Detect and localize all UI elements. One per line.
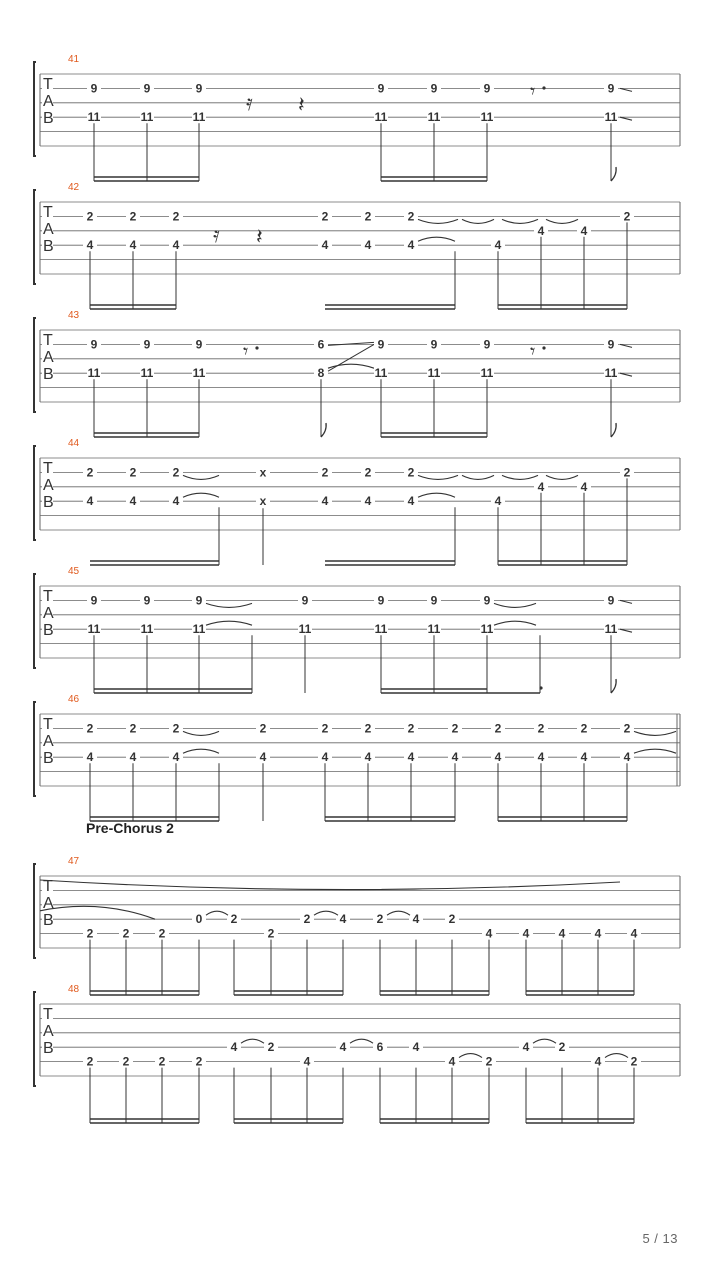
fret-number: 4 [451,750,459,765]
fret-number: 2 [172,209,180,224]
rest-quarter: 𝄽 [298,93,305,118]
measure-number: 41 [68,54,80,65]
tie-arc [183,749,219,753]
tie-arc [418,493,455,497]
fret-number: 4 [494,750,502,765]
fret-number: 4 [339,912,347,927]
system-bracket [34,574,36,668]
fret-number: 11 [298,622,312,637]
fret-number: 2 [86,209,94,224]
fret-number: 4 [86,494,94,509]
fret-number: 2 [407,721,415,736]
slide-mark [620,373,632,376]
section-label-pre-chorus-2: Pre-Chorus 2 [86,820,174,836]
fret-number: 2 [259,721,267,736]
tie-arc [206,621,252,625]
system-bracket [34,446,36,540]
rest-quarter: 𝄽 [256,225,263,250]
fret-number: 9 [483,593,491,608]
rest-16th: 𝄿 [213,223,220,248]
fret-number: 11 [87,366,101,381]
tab-clef-letter: A [43,477,54,494]
rest-dotted-8th: 𝄾 [530,339,536,363]
fret-number: 4 [172,494,180,509]
note-flag [611,167,616,181]
tie-arc [502,219,538,223]
fret-number: 2 [321,209,329,224]
tie-arc [206,603,252,607]
fret-number: 4 [494,494,502,509]
fret-number: 6 [376,1040,384,1055]
fret-number: 11 [374,110,388,125]
fret-number: 4 [580,750,588,765]
fret-number: 2 [623,209,631,224]
fret-number: 2 [303,912,311,927]
fret-number: 9 [143,593,151,608]
tab-clef-letter: T [43,332,53,349]
fret-number: 2 [376,912,384,927]
fret-number: 11 [604,110,618,125]
fret-number: 11 [140,366,154,381]
tie-arc [183,731,219,735]
tie-arc [314,911,338,915]
tie-arc [241,1039,264,1043]
measure-number: 44 [68,438,80,449]
fret-number: 4 [364,238,372,253]
fret-number: 11 [427,622,441,637]
tab-clef-letter: B [43,238,54,255]
fret-number: 4 [580,223,588,238]
fret-number: 2 [129,465,137,480]
note-flag [611,679,616,693]
page-number: 5 / 13 [642,1231,678,1246]
tab-clef-letter: T [43,1006,53,1023]
fret-number: 2 [321,465,329,480]
fret-number: 2 [623,465,631,480]
fret-number: 2 [364,465,372,480]
fret-number: 2 [580,721,588,736]
fret-number: 4 [407,238,415,253]
fret-number: 2 [129,209,137,224]
tab-clef-letter: B [43,1040,54,1057]
tab-clef-letter: T [43,460,53,477]
fret-number: 2 [267,926,275,941]
slide-mark [620,117,632,120]
long-tie [40,880,620,890]
fret-number: 2 [122,1054,130,1069]
fret-number: 4 [630,926,638,941]
fret-number: 4 [172,750,180,765]
fret-number: 11 [427,110,441,125]
fret-number: 9 [90,593,98,608]
fret-number: 2 [623,721,631,736]
tab-clef-letter: B [43,494,54,511]
fret-number: 11 [192,622,206,637]
system-bracket [34,702,36,796]
tie-arc [634,749,676,753]
system-bracket [34,62,36,156]
measure-number: 46 [68,694,80,705]
fret-number: 2 [122,926,130,941]
fret-number: 4 [407,750,415,765]
tie-arc [546,475,578,479]
tie-arc [546,219,578,223]
tab-clef-letter: T [43,716,53,733]
fret-number: 2 [558,1040,566,1055]
measure-number: 45 [68,566,80,577]
tab-clef-letter: B [43,750,54,767]
fret-number: 9 [377,593,385,608]
fret-number: 4 [321,750,329,765]
fret-number: 4 [86,750,94,765]
fret-number: 9 [195,81,203,96]
system-bracket [34,864,36,958]
fret-number: 2 [86,926,94,941]
fret-number: 4 [494,238,502,253]
fret-number: 4 [412,912,420,927]
fret-number: 4 [623,750,631,765]
fret-number: 4 [364,494,372,509]
fret-number: 4 [580,479,588,494]
tab-clef-letter: B [43,622,54,639]
fret-number: 2 [129,721,137,736]
fret-number: 11 [374,366,388,381]
fret-number: 9 [607,593,615,608]
tie-arc [605,1054,628,1058]
fret-number: 2 [158,1054,166,1069]
fret-number: 4 [321,238,329,253]
fret-number: 11 [480,622,494,637]
rest-dot [255,346,258,349]
fret-number: 4 [594,1054,602,1069]
fret-number: 4 [485,926,493,941]
tie-arc [462,475,494,479]
fret-number: 4 [537,479,545,494]
fret-number: 9 [430,337,438,352]
tab-clef-letter: B [43,110,54,127]
fret-number: x [259,494,267,509]
fret-number: 9 [377,81,385,96]
note-flag [611,423,616,437]
fret-number: 11 [604,622,618,637]
fret-number: 9 [607,81,615,96]
fret-number: 2 [364,209,372,224]
fret-number: 4 [321,494,329,509]
fret-number: 2 [195,1054,203,1069]
fret-number: 9 [195,593,203,608]
fret-number: 2 [86,1054,94,1069]
rest-dotted-8th: 𝄾 [530,79,536,103]
tie-arc [462,219,494,223]
tab-clef-letter: T [43,878,53,895]
fret-number: 4 [303,1054,311,1069]
slide-mark [620,600,632,603]
rest-16th: 𝄿 [246,91,253,116]
fret-number: 2 [158,926,166,941]
fret-number: 2 [267,1040,275,1055]
tab-clef-letter: B [43,912,54,929]
fret-number: x [259,465,267,480]
fret-number: 4 [558,926,566,941]
tab-clef-letter: T [43,204,53,221]
tab-clef-letter: A [43,733,54,750]
fret-number: 2 [321,721,329,736]
fret-number: 2 [494,721,502,736]
fret-number: 2 [407,209,415,224]
fret-number: 11 [480,110,494,125]
fret-number: 2 [86,721,94,736]
fret-number: 2 [407,465,415,480]
tie-arc [206,911,228,915]
fret-number: 11 [604,366,618,381]
fret-number: 11 [480,366,494,381]
fret-number: 11 [140,110,154,125]
measure-number: 48 [68,984,80,995]
fret-number: 9 [607,337,615,352]
tie-arc [634,731,676,735]
system-bracket [34,992,36,1086]
fret-number: 4 [537,750,545,765]
fret-number: 9 [483,337,491,352]
tie-arc [459,1054,482,1058]
fret-number: 2 [230,912,238,927]
fret-number: 4 [364,750,372,765]
tab-clef-letter: B [43,366,54,383]
fret-number: 4 [129,238,137,253]
fret-number: 4 [339,1040,347,1055]
tie-arc [502,475,538,479]
fret-number: 11 [192,366,206,381]
fret-number: 9 [90,81,98,96]
tie-arc [494,603,536,607]
fret-number: 2 [364,721,372,736]
fret-number: 2 [86,465,94,480]
fret-number: 2 [451,721,459,736]
tie-arc [418,219,458,223]
slide-mark [620,88,632,91]
fret-number: 4 [172,238,180,253]
fret-number: 9 [143,81,151,96]
fret-number: 6 [317,337,325,352]
fret-number: 9 [143,337,151,352]
fret-number: 4 [522,1040,530,1055]
fret-number: 4 [448,1054,456,1069]
fret-number: 11 [140,622,154,637]
tie-arc [350,1039,373,1043]
fret-number: 2 [172,721,180,736]
fret-number: 9 [195,337,203,352]
system-bracket [34,318,36,412]
tab-clef-letter: T [43,588,53,605]
tab-clef-letter: A [43,93,54,110]
tab-clef-letter: A [43,605,54,622]
fret-number: 4 [522,926,530,941]
slide-mark [620,629,632,632]
fret-number: 4 [86,238,94,253]
tie-arc [183,475,219,479]
slide-mark [620,344,632,347]
fret-number: 9 [90,337,98,352]
tie-arc [183,493,219,497]
fret-number: 2 [537,721,545,736]
fret-number: 4 [407,494,415,509]
fret-number: 2 [172,465,180,480]
slide-line [328,342,374,345]
fret-number: 8 [317,366,325,381]
rest-dotted-8th: 𝄾 [243,339,249,363]
system-bracket [34,190,36,284]
rest-dot [542,346,545,349]
measure-number: 47 [68,856,80,867]
fret-number: 11 [427,366,441,381]
fret-number: 0 [195,912,203,927]
fret-number: 11 [192,110,206,125]
fret-number: 4 [412,1040,420,1055]
note-flag [321,423,326,437]
tab-clef-letter: A [43,895,54,912]
measure-number: 43 [68,310,80,321]
fret-number: 4 [129,750,137,765]
tie-arc [533,1039,556,1043]
slide-line [328,344,374,371]
fret-number: 9 [483,81,491,96]
fret-number: 4 [594,926,602,941]
tab-clef-letter: A [43,1023,54,1040]
tab-clef-letter: T [43,76,53,93]
fret-number: 2 [630,1054,638,1069]
fret-number: 11 [87,622,101,637]
fret-number: 9 [377,337,385,352]
tab-clef-letter: A [43,221,54,238]
tie-arc [418,475,458,479]
tie-arc [387,911,410,915]
fret-number: 4 [230,1040,238,1055]
tie-arc [494,621,536,625]
fret-number: 4 [129,494,137,509]
fret-number: 9 [301,593,309,608]
fret-number: 9 [430,81,438,96]
tab-clef-letter: A [43,349,54,366]
measure-number: 42 [68,182,80,193]
fret-number: 2 [485,1054,493,1069]
fret-number: 2 [448,912,456,927]
tie-arc [418,237,455,241]
fret-number: 4 [259,750,267,765]
fret-number: 4 [537,223,545,238]
fret-number: 11 [374,622,388,637]
rest-dot [542,86,545,89]
fret-number: 11 [87,110,101,125]
dot [539,686,542,689]
fret-number: 9 [430,593,438,608]
long-tie [40,906,155,919]
